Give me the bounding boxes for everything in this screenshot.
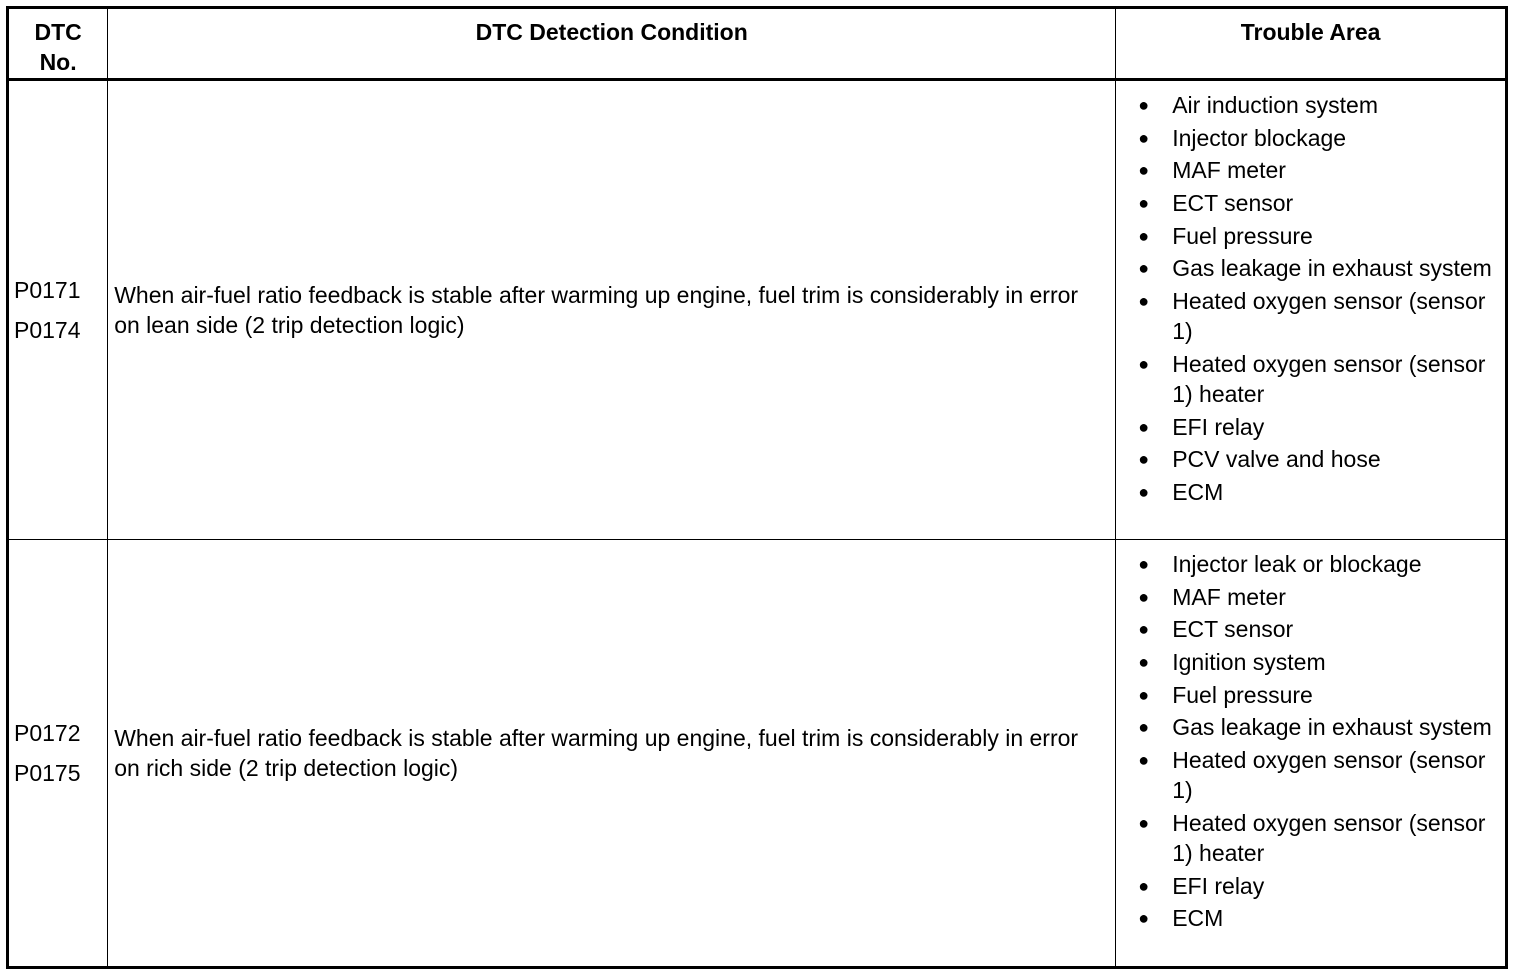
- trouble-area-item: [1138, 903, 1505, 933]
- trouble-area-item: [1138, 286, 1505, 346]
- bullet-icon: ●: [1138, 193, 1150, 214]
- trouble-area-item: [1138, 582, 1505, 612]
- trouble-area-item: [1138, 647, 1505, 677]
- dtc-code: P0174: [14, 317, 81, 343]
- bullet-icon: ●: [1138, 449, 1150, 470]
- bullet-icon: ●: [1138, 481, 1150, 502]
- trouble-area-list: [1138, 549, 1505, 933]
- trouble-area-text: EFI relay: [1172, 413, 1265, 440]
- trouble-area-text: ECM: [1172, 478, 1224, 505]
- trouble-area-item: [1138, 444, 1505, 474]
- trouble-area-item: [1138, 680, 1505, 710]
- bullet-icon: ●: [1138, 717, 1150, 738]
- header-trouble-area: [1116, 8, 1507, 80]
- trouble-area-item: [1138, 221, 1505, 251]
- trouble-area-item: [1138, 123, 1505, 153]
- detection-condition-text: When air-fuel ratio feedback is stable after warming up engine, fuel trim is considerably in error on lean side (2 trip detection logic): [114, 282, 1079, 338]
- trouble-area-text: PCV valve and hose: [1172, 446, 1381, 473]
- bullet-icon: ●: [1138, 619, 1150, 640]
- trouble-area-text: Heated oxygen sensor (sensor 1): [1172, 288, 1486, 345]
- trouble-area-text: MAF meter: [1172, 583, 1286, 610]
- trouble-area-item: [1138, 188, 1505, 218]
- header-trouble-area-label: Trouble Area: [1240, 19, 1381, 45]
- trouble-area-text: Fuel pressure: [1172, 681, 1313, 708]
- trouble-area-text: Gas leakage in exhaust system: [1172, 714, 1492, 741]
- bullet-icon: ●: [1138, 416, 1150, 437]
- bullet-icon: ●: [1138, 258, 1150, 279]
- trouble-area-text: EFI relay: [1172, 872, 1265, 899]
- bullet-icon: ●: [1138, 812, 1150, 833]
- header-detection-condition-label: DTC Detection Condition: [475, 19, 748, 45]
- trouble-area-item: [1138, 349, 1505, 409]
- trouble-area-item: [1138, 808, 1505, 868]
- trouble-area-text: ECM: [1172, 905, 1224, 932]
- header-dtc-no-label: DTC No.: [34, 19, 82, 75]
- trouble-area-text: Gas leakage in exhaust system: [1172, 255, 1492, 282]
- bullet-icon: ●: [1138, 908, 1150, 929]
- trouble-area-text: Heated oxygen sensor (sensor 1): [1172, 747, 1486, 804]
- bullet-icon: ●: [1138, 875, 1150, 896]
- trouble-area-item: [1138, 90, 1505, 120]
- trouble-area-item: [1138, 712, 1505, 742]
- bullet-icon: ●: [1138, 95, 1150, 115]
- bullet-icon: ●: [1138, 291, 1150, 312]
- trouble-area-text: Fuel pressure: [1172, 222, 1313, 249]
- header-dtc-no: [8, 8, 108, 80]
- trouble-area-item: [1138, 412, 1505, 442]
- dtc-code: P0175: [14, 760, 81, 786]
- trouble-area-item: [1138, 253, 1505, 283]
- dtc-code-cell: [8, 540, 108, 968]
- trouble-area-item: [1138, 477, 1505, 507]
- bullet-icon: ●: [1138, 160, 1150, 181]
- trouble-area-item: [1138, 614, 1505, 644]
- dtc-code: P0171: [14, 277, 81, 303]
- trouble-area-list: [1138, 90, 1505, 507]
- trouble-area-cell: [1116, 540, 1507, 968]
- bullet-icon: ●: [1138, 127, 1150, 148]
- trouble-area-text: Heated oxygen sensor (sensor 1) heater: [1172, 809, 1486, 866]
- header-detection-condition: [108, 8, 1116, 80]
- trouble-area-item: [1138, 745, 1505, 805]
- trouble-area-text: MAF meter: [1172, 157, 1286, 184]
- detection-condition-text: When air-fuel ratio feedback is stable after warming up engine, fuel trim is considerably in error on rich side (2 trip detection logic): [114, 725, 1079, 781]
- bullet-icon: ●: [1138, 750, 1150, 771]
- detection-condition-cell: [108, 80, 1116, 540]
- bullet-icon: ●: [1138, 652, 1150, 673]
- dtc-code: P0172: [14, 720, 81, 746]
- bullet-icon: ●: [1138, 225, 1150, 246]
- dtc-code-cell: [8, 80, 108, 540]
- trouble-area-item: [1138, 549, 1505, 579]
- trouble-area-text: Air induction system: [1172, 92, 1379, 118]
- bullet-icon: ●: [1138, 353, 1150, 374]
- trouble-area-text: Ignition system: [1172, 649, 1326, 676]
- trouble-area-text: ECT sensor: [1172, 190, 1294, 217]
- trouble-area-text: ECT sensor: [1172, 616, 1294, 643]
- trouble-area-cell: [1116, 80, 1507, 540]
- trouble-area-item: [1138, 155, 1505, 185]
- trouble-area-item: [1138, 871, 1505, 901]
- dtc-table: [6, 6, 1508, 969]
- header-row: [8, 8, 1507, 80]
- table-row: [8, 540, 1507, 968]
- bullet-icon: ●: [1138, 684, 1150, 705]
- detection-condition-cell: [108, 540, 1116, 968]
- bullet-icon: ●: [1138, 554, 1150, 574]
- trouble-area-text: Injector leak or blockage: [1172, 551, 1422, 577]
- table-row: [8, 80, 1507, 540]
- bullet-icon: ●: [1138, 586, 1150, 607]
- trouble-area-text: Heated oxygen sensor (sensor 1) heater: [1172, 350, 1486, 407]
- trouble-area-text: Injector blockage: [1172, 124, 1347, 151]
